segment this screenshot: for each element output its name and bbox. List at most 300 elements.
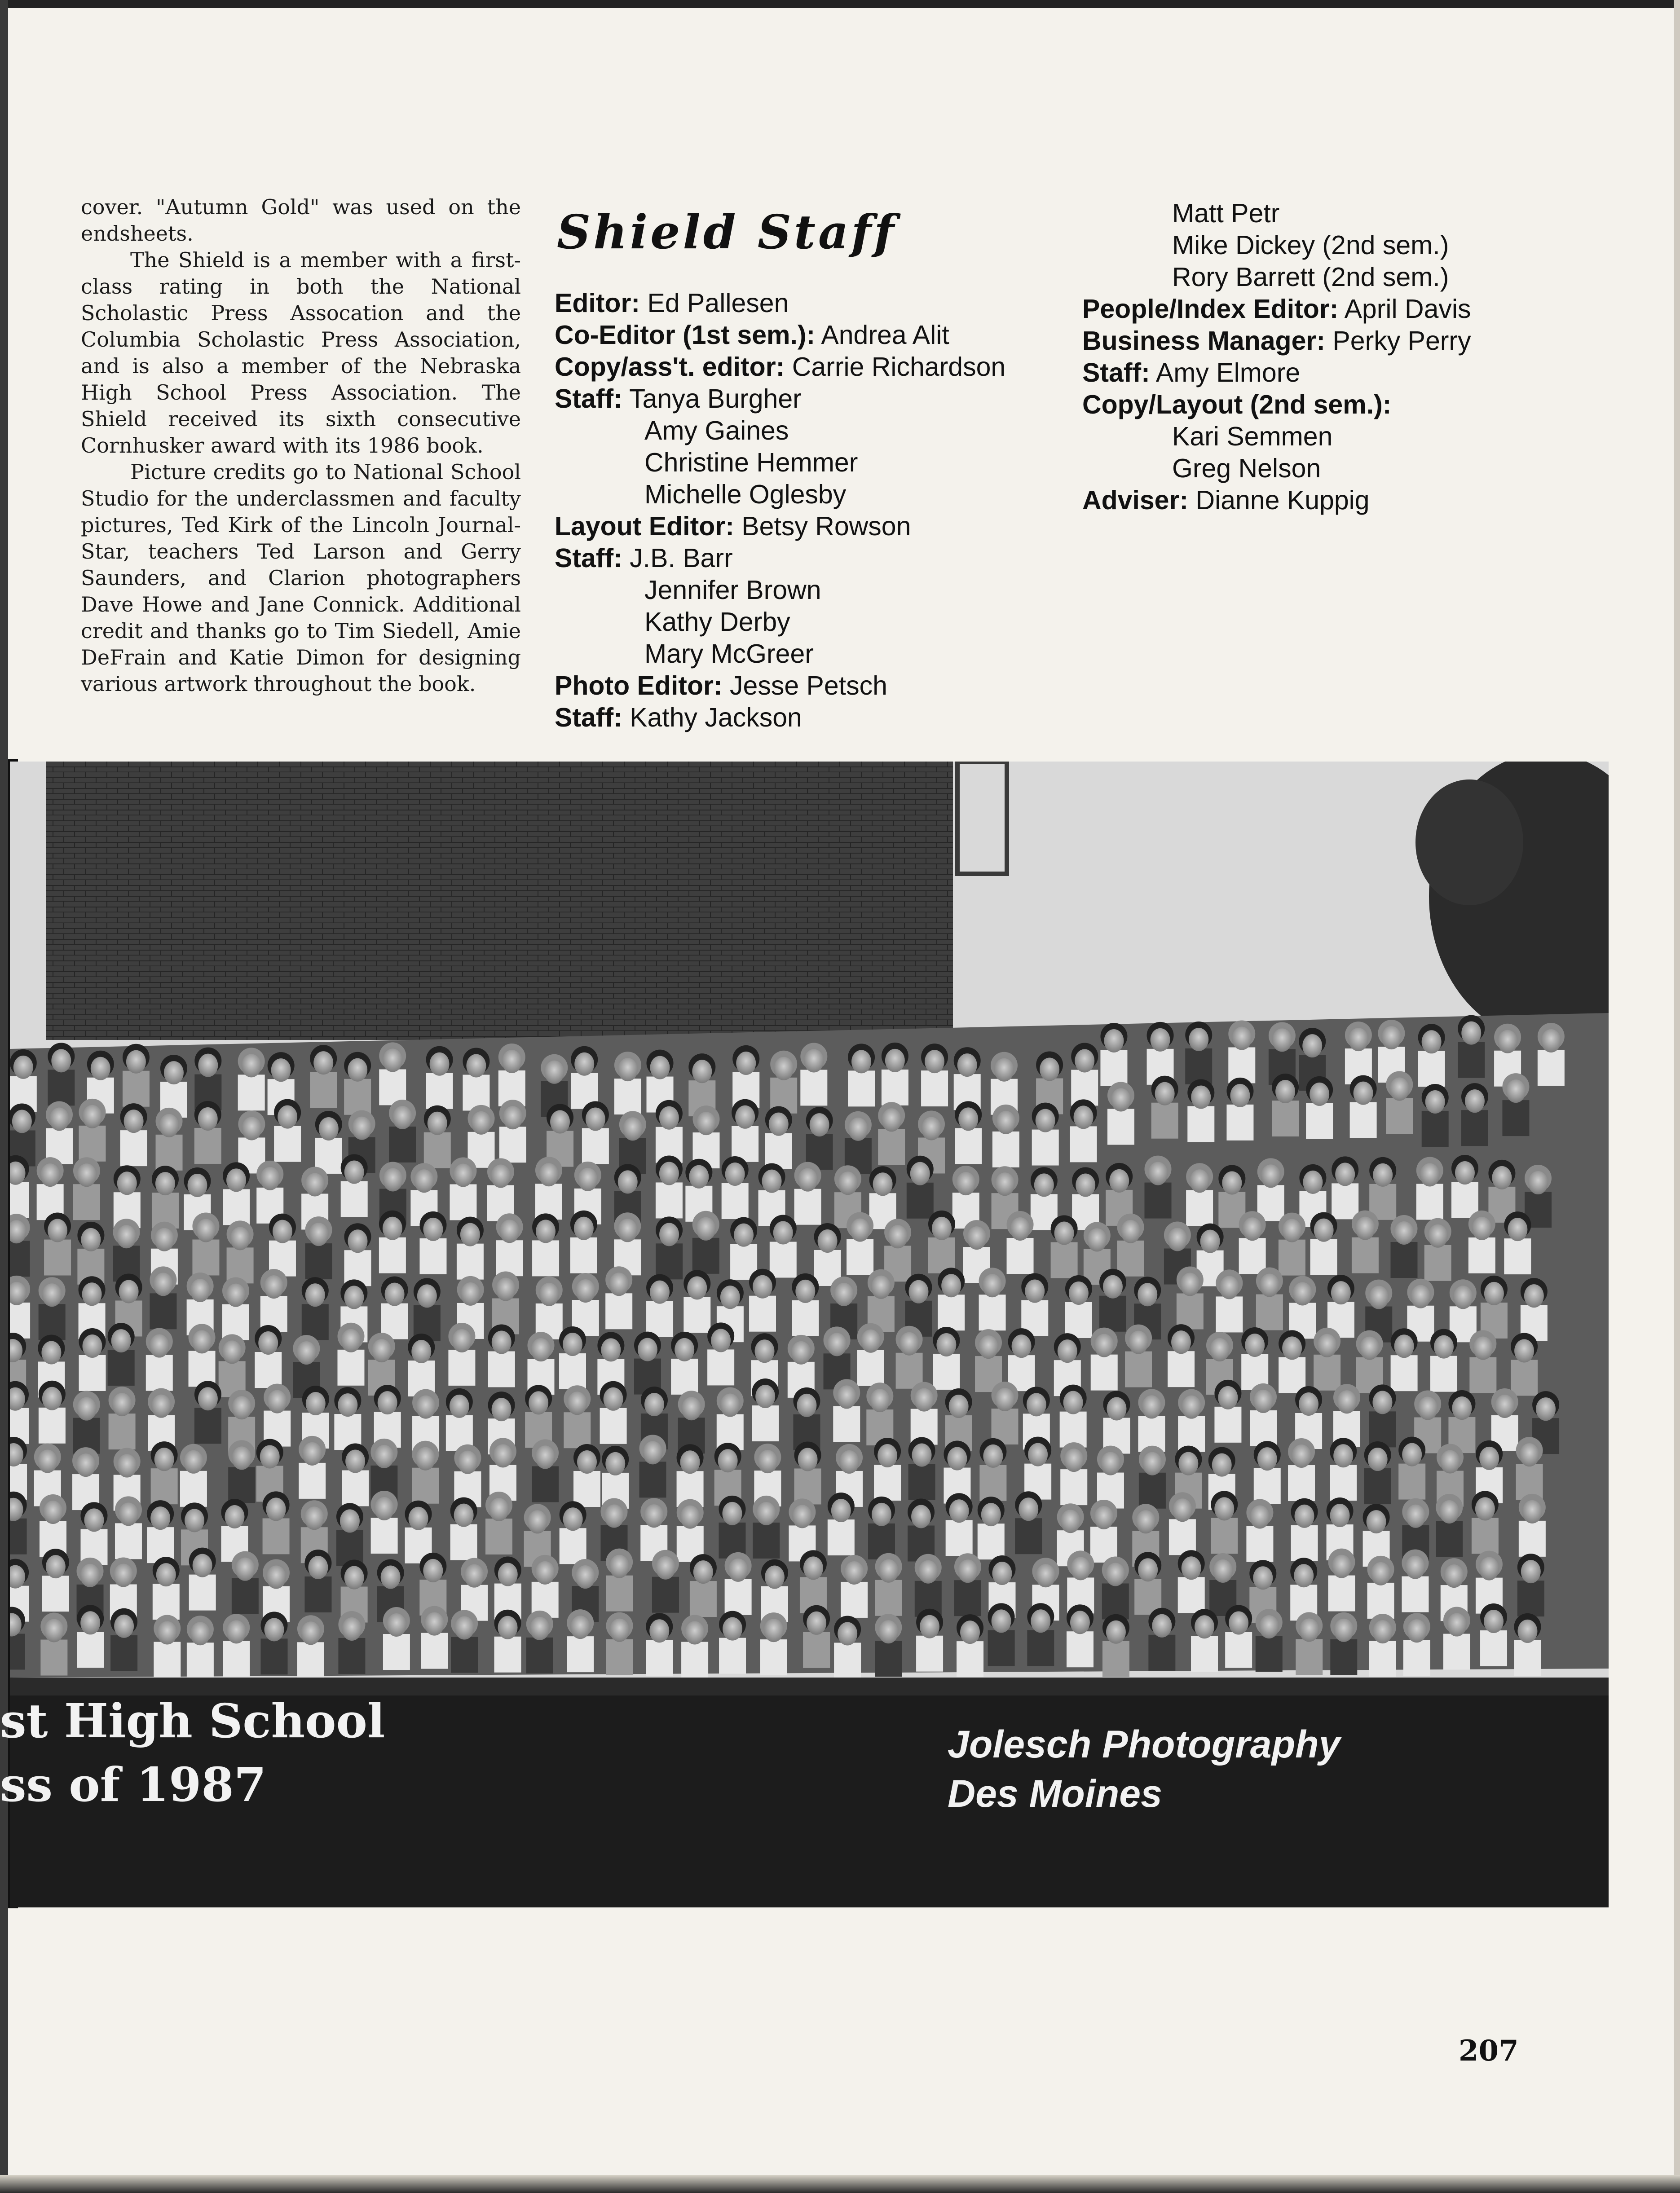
crowd-person-face xyxy=(617,1219,637,1242)
staff-entry xyxy=(1082,453,1644,484)
crowd-person-face xyxy=(1331,1281,1351,1304)
crowd-person-body xyxy=(1027,1630,1054,1666)
staff-name: Carrie Richardson xyxy=(792,352,1006,382)
crowd-person-body xyxy=(341,1181,368,1217)
crowd-person-face xyxy=(1440,1450,1460,1474)
crowd-person-face xyxy=(871,1276,891,1299)
crowd-person-body xyxy=(683,1297,710,1333)
crowd-person-body xyxy=(108,1350,135,1386)
crowd-person-body xyxy=(875,1641,902,1677)
page-edge-top xyxy=(0,0,1680,8)
crowd-person-face xyxy=(1420,1163,1440,1187)
crowd-person-body xyxy=(1458,1042,1485,1078)
crowd-person-face xyxy=(755,1385,775,1408)
crowd-person-face xyxy=(193,1554,212,1577)
crowd-person-face xyxy=(1054,1221,1074,1245)
crowd-person-face xyxy=(1064,1449,1084,1472)
crowd-person-face xyxy=(411,1340,431,1363)
crowd-person-body xyxy=(874,1465,901,1501)
crowd-person-face xyxy=(1522,1500,1542,1524)
crowd-person-face xyxy=(873,1172,893,1196)
crowd-person-body xyxy=(760,1639,787,1675)
crowd-person-face xyxy=(650,1281,670,1304)
crowd-person-face xyxy=(659,1223,679,1246)
crowd-person-face xyxy=(764,1619,784,1642)
crowd-person-body xyxy=(614,1079,641,1114)
crowd-person-face xyxy=(1087,1228,1107,1251)
crowd-person-face xyxy=(1354,1082,1373,1105)
intro-paragraph: cover. "Autumn Gold" was used on the endsheets. xyxy=(81,195,521,246)
crowd-person-face xyxy=(114,1615,134,1638)
crowd-person-face xyxy=(196,1219,216,1242)
crowd-person-body xyxy=(150,1293,176,1329)
crowd-person-face xyxy=(46,1555,66,1578)
crowd-person-body xyxy=(652,1577,679,1613)
crowd-person-face xyxy=(164,1061,184,1084)
crowd-person-body xyxy=(1169,1519,1196,1555)
crowd-person-face xyxy=(810,1113,829,1136)
crowd-person-body xyxy=(371,1518,398,1554)
crowd-person-face xyxy=(187,1174,207,1197)
crowd-person-face xyxy=(720,1394,740,1417)
crowd-person-face xyxy=(242,1117,261,1140)
crowd-person-body xyxy=(274,1126,301,1162)
crowd-person-face xyxy=(563,1333,582,1356)
crowd-person-face xyxy=(1292,1282,1312,1305)
crowd-person-body xyxy=(770,1242,797,1278)
photo-caption-line: st High School xyxy=(0,1693,385,1748)
staff-role: People/Index Editor: xyxy=(1082,294,1339,324)
crowd-person-face xyxy=(1310,1083,1329,1106)
crowd-person-face xyxy=(1010,1217,1030,1241)
crowd-person-face xyxy=(319,1117,339,1141)
crowd-person-face xyxy=(900,1332,919,1356)
crowd-person-face xyxy=(198,1054,218,1077)
crowd-person-face xyxy=(1521,1560,1541,1583)
crowd-person-body xyxy=(450,1524,477,1560)
crowd-person-body xyxy=(1314,1355,1340,1391)
crowd-person-body xyxy=(526,1638,553,1673)
crowd-person-face xyxy=(308,1556,328,1579)
crowd-person-face xyxy=(623,1117,643,1141)
crowd-person-face xyxy=(1094,1334,1114,1357)
crowd-person-face xyxy=(1389,1078,1409,1101)
crowd-person-face xyxy=(155,1172,175,1195)
crowd-person-face xyxy=(1063,1391,1083,1414)
crowd-person-body xyxy=(582,1128,609,1164)
crowd-person-face xyxy=(567,1392,587,1415)
crowd-person-body xyxy=(1102,1641,1129,1677)
crowd-person-body xyxy=(857,1350,884,1386)
crowd-person-face xyxy=(922,1117,941,1140)
crowd-person-face xyxy=(575,1565,595,1589)
crowd-person-face xyxy=(372,1339,392,1362)
crowd-person-face xyxy=(150,1506,170,1530)
crowd-person-body xyxy=(988,1630,1015,1666)
crowd-person-body xyxy=(1060,1469,1087,1505)
staff-name: Michelle Oglesby xyxy=(644,480,847,509)
crowd-person-face xyxy=(184,1450,203,1474)
crowd-person-body xyxy=(1468,1237,1495,1273)
crowd-person-body xyxy=(792,1300,819,1336)
staff-name: April Davis xyxy=(1344,294,1471,324)
crowd-person-face xyxy=(124,1110,144,1133)
crowd-person-body xyxy=(1288,1465,1315,1501)
crowd-person-body xyxy=(1402,1576,1429,1612)
crowd-person-face xyxy=(837,1385,856,1409)
crowd-person-face xyxy=(995,1388,1014,1411)
crowd-person-body xyxy=(1386,1098,1413,1134)
staff-name: Dianne Kuppig xyxy=(1195,485,1370,515)
crowd-person-body xyxy=(10,1519,27,1554)
crowd-person-face xyxy=(910,1162,930,1185)
crowd-person-face xyxy=(818,1229,838,1253)
crowd-person-body xyxy=(1015,1518,1042,1554)
crowd-person-face xyxy=(385,1283,405,1306)
crowd-person-face xyxy=(1439,1500,1459,1524)
crowd-person-face xyxy=(260,1167,280,1190)
crowd-person-body xyxy=(1254,1468,1281,1504)
crowd-person-face xyxy=(1282,1219,1302,1242)
crowd-person-body xyxy=(1139,1473,1166,1509)
crowd-person-body xyxy=(1390,1242,1417,1278)
crowd-person-face xyxy=(844,1561,864,1585)
crowd-person-face xyxy=(150,1334,169,1358)
crowd-person-face xyxy=(1031,1609,1050,1633)
crowd-person-body xyxy=(79,1126,106,1162)
crowd-person-face xyxy=(500,1220,520,1243)
staff-entry xyxy=(555,670,1094,702)
staff-name: Rory Barrett (2nd sem.) xyxy=(1172,262,1449,292)
crowd-person-face xyxy=(1444,1564,1464,1588)
crowd-person-face xyxy=(1250,1506,1270,1529)
crowd-person-face xyxy=(586,1107,605,1131)
crowd-person-body xyxy=(1367,1583,1394,1619)
crowd-person-body xyxy=(151,1468,178,1504)
crowd-person-face xyxy=(1453,1286,1473,1309)
crowd-person-face xyxy=(466,1054,486,1078)
crowd-person-face xyxy=(409,1507,428,1530)
crowd-person-face xyxy=(309,1223,329,1246)
crowd-person-body xyxy=(1418,1051,1445,1087)
crowd-person-face xyxy=(1109,1169,1129,1193)
crowd-person-face xyxy=(1182,1396,1201,1419)
crowd-person-body xyxy=(1296,1639,1323,1675)
crowd-person-body xyxy=(1125,1352,1152,1387)
crowd-person-body xyxy=(123,1071,150,1107)
crowd-person-face xyxy=(879,1559,899,1583)
crowd-person-body xyxy=(1519,1521,1546,1557)
crowd-person-face xyxy=(1299,1392,1318,1416)
crowd-person-face xyxy=(348,1058,367,1082)
crowd-person-face xyxy=(914,1388,934,1412)
crowd-person-face xyxy=(1452,1396,1472,1420)
crowd-person-face xyxy=(345,1449,365,1473)
crowd-person-face xyxy=(1514,1339,1534,1362)
staff-name: Kari Semmen xyxy=(1172,422,1333,451)
staff-entry xyxy=(1082,484,1644,516)
crowd-person-body xyxy=(192,1239,219,1275)
crowd-person-face xyxy=(304,1506,324,1530)
crowd-person-face xyxy=(302,1442,322,1466)
crowd-person-face xyxy=(82,1105,102,1128)
crowd-person-body xyxy=(532,1240,559,1276)
crowd-person-face xyxy=(278,1105,297,1129)
crowd-person-face xyxy=(1210,1338,1230,1361)
crowd-person-face xyxy=(1027,1393,1046,1416)
crowd-person-body xyxy=(488,1351,515,1387)
crowd-person-face xyxy=(539,1163,559,1186)
crowd-person-face xyxy=(111,1329,131,1352)
crowd-person-body xyxy=(954,1580,981,1616)
crowd-person-face xyxy=(190,1279,210,1302)
crowd-person-face xyxy=(981,1503,1001,1526)
crowd-person-face xyxy=(301,1621,321,1645)
crowd-person-face xyxy=(1142,1452,1162,1475)
crowd-person-face xyxy=(682,1397,701,1420)
crowd-person-face xyxy=(267,1390,287,1414)
crowd-person-body xyxy=(156,1135,183,1171)
staff-entry xyxy=(1082,261,1644,293)
crowd-person-body xyxy=(992,1132,1019,1167)
crowd-person-face xyxy=(491,1164,511,1188)
crowd-person-body xyxy=(194,1408,221,1444)
crowd-person-body xyxy=(690,1581,717,1617)
crowd-person-face xyxy=(1069,1281,1089,1305)
crowd-person-face xyxy=(983,1274,1002,1297)
crowd-person-face xyxy=(423,1559,443,1582)
crowd-person-face xyxy=(305,1173,325,1196)
crowd-person-body xyxy=(10,1241,30,1277)
crowd-person-face xyxy=(696,1217,716,1241)
crowd-person-body xyxy=(646,1301,673,1337)
crowd-person-face xyxy=(1407,1619,1427,1643)
crowd-person-face xyxy=(1103,1275,1123,1299)
crowd-person-face xyxy=(1019,1497,1038,1521)
crowd-person-face xyxy=(1381,1026,1401,1049)
crowd-person-face xyxy=(1473,1337,1493,1360)
crowd-person-face xyxy=(797,1394,816,1417)
crowd-person-face xyxy=(798,1168,818,1192)
crowd-person-face xyxy=(773,1221,793,1245)
crowd-person-face xyxy=(831,1499,851,1522)
crowd-person-face xyxy=(711,1329,731,1352)
crowd-person-face xyxy=(112,1393,132,1416)
crowd-person-face xyxy=(888,1225,908,1248)
crowd-person-body xyxy=(1256,1295,1283,1330)
crowd-person-face xyxy=(1259,1615,1279,1638)
staff-entry xyxy=(1082,229,1644,261)
crowd-person-face xyxy=(1058,1339,1077,1363)
crowd-person-body xyxy=(907,1183,934,1219)
crowd-person-body xyxy=(1186,1190,1213,1226)
crowd-person-face xyxy=(1071,1557,1090,1580)
staff-entry xyxy=(1082,421,1644,453)
crowd-person-face xyxy=(1484,1282,1504,1305)
staff-name: Amy Elmore xyxy=(1155,358,1301,388)
crowd-person-face xyxy=(1355,1217,1375,1240)
crowd-person-body xyxy=(110,1635,137,1671)
crowd-person-face xyxy=(424,1612,444,1636)
crowd-person-face xyxy=(563,1507,583,1531)
crowd-person-body xyxy=(304,1576,331,1612)
crowd-person-face xyxy=(1036,1564,1055,1587)
crowd-person-body xyxy=(1225,1632,1252,1668)
crowd-person-face xyxy=(1253,1390,1273,1413)
crowd-person-face xyxy=(1406,1505,1425,1528)
crowd-person-face xyxy=(758,1450,777,1473)
crowd-person-body xyxy=(573,1471,600,1507)
crowd-person-body xyxy=(1443,1634,1470,1670)
crowd-person-face xyxy=(1402,1443,1422,1466)
crowd-person-face xyxy=(878,1620,898,1643)
crowd-person-face xyxy=(42,1283,62,1307)
crowd-person-face xyxy=(1314,1219,1334,1242)
crowd-person-face xyxy=(735,1105,755,1129)
crowd-person-face xyxy=(687,1276,707,1299)
crowd-person-face xyxy=(1222,1171,1242,1194)
staff-role: Photo Editor: xyxy=(555,671,723,700)
crowd-person-body xyxy=(532,1466,559,1502)
crowd-person-face xyxy=(423,1218,443,1241)
crowd-person-face xyxy=(1422,1030,1442,1053)
crowd-person-face xyxy=(877,1444,897,1467)
crowd-person-face xyxy=(1333,1444,1353,1467)
crowd-person-body xyxy=(834,1643,861,1678)
crowd-person-face xyxy=(1104,1029,1124,1052)
crowd-person-body xyxy=(263,1518,290,1554)
crowd-person-face xyxy=(1025,1279,1045,1303)
crowd-person-face xyxy=(920,1615,939,1638)
crowd-person-body xyxy=(1099,1296,1126,1332)
crowd-person-face xyxy=(659,1106,679,1130)
crowd-person-face xyxy=(1036,1109,1055,1132)
crowd-person-face xyxy=(222,1340,242,1364)
crowd-person-face xyxy=(941,1274,961,1297)
crowd-person-body xyxy=(146,1355,173,1391)
crowd-person-face xyxy=(51,1049,71,1072)
crowd-person-face xyxy=(1294,1564,1314,1587)
crowd-person-face xyxy=(995,1172,1015,1196)
crowd-person-face xyxy=(643,1441,663,1464)
crowd-person-face xyxy=(644,1393,664,1416)
crowd-person-body xyxy=(560,1528,586,1564)
crowd-person-face xyxy=(718,1449,738,1472)
crowd-person-face xyxy=(803,1556,823,1580)
crowd-person-face xyxy=(156,1563,176,1586)
staff-entry xyxy=(1082,325,1644,357)
page-edge-right xyxy=(1674,0,1680,2193)
crowd-person-face xyxy=(378,1391,397,1414)
crowd-person-body xyxy=(302,1304,329,1340)
crowd-person-face xyxy=(1106,1563,1125,1586)
crowd-person-face xyxy=(644,1504,664,1528)
crowd-person-face xyxy=(498,1616,518,1639)
crowd-person-body xyxy=(605,1293,632,1329)
crowd-person-face xyxy=(604,1504,624,1528)
crowd-person-body xyxy=(707,1349,734,1385)
crowd-person-body xyxy=(223,1641,250,1677)
crowd-person-face xyxy=(1524,1284,1544,1308)
crowd-person-face xyxy=(908,1280,928,1303)
crowd-person-face xyxy=(850,1218,870,1242)
crowd-person-face xyxy=(1282,1336,1302,1360)
crowd-person-body xyxy=(228,1467,255,1503)
crowd-person-face xyxy=(994,1058,1014,1082)
crowd-person-body xyxy=(39,1304,66,1340)
crowd-person-body xyxy=(1504,1238,1531,1274)
crowd-person-face xyxy=(1219,1276,1239,1299)
crowd-person-face xyxy=(503,1106,523,1129)
crowd-person-body xyxy=(1102,1584,1129,1620)
crowd-person-face xyxy=(720,1286,740,1309)
crowd-person-face xyxy=(1243,1217,1262,1241)
crowd-person-body xyxy=(570,1237,597,1273)
crowd-person-face xyxy=(1275,1080,1295,1103)
crowd-person-body xyxy=(1328,1576,1355,1612)
crowd-person-face xyxy=(471,1111,491,1135)
crowd-person-body xyxy=(448,1350,475,1386)
crowd-person-face xyxy=(885,1049,905,1072)
crowd-person-face xyxy=(1367,1510,1386,1533)
crowd-person-face xyxy=(861,1330,881,1353)
crowd-person-face xyxy=(1447,1613,1467,1637)
crowd-person-body xyxy=(875,1580,902,1616)
crowd-person-face xyxy=(795,1280,815,1303)
crowd-person-body xyxy=(494,1637,521,1673)
crowd-person-face xyxy=(675,1338,694,1361)
crowd-person-body xyxy=(1256,1636,1283,1672)
crowd-person-body xyxy=(40,1640,67,1676)
crowd-person-body xyxy=(1065,1302,1092,1338)
crowd-person-body xyxy=(1430,1356,1457,1392)
crowd-person-face xyxy=(774,1057,794,1080)
crowd-person-face xyxy=(264,1275,284,1299)
crowd-person-face xyxy=(535,1445,555,1469)
crowd-person-body xyxy=(671,1359,698,1395)
crowd-person-face xyxy=(348,1229,367,1253)
crowd-person-body xyxy=(979,1465,1006,1501)
crowd-person-face xyxy=(1479,1447,1499,1470)
staff-entry xyxy=(555,287,1094,319)
crowd-person-body xyxy=(1060,1412,1087,1448)
crowd-person-face xyxy=(1405,1556,1425,1579)
crowd-person-body xyxy=(48,1070,75,1105)
crowd-person-body xyxy=(485,1519,512,1554)
crowd-person-body xyxy=(189,1575,216,1611)
crowd-person-face xyxy=(117,1454,137,1478)
crowd-person-face xyxy=(38,1450,57,1473)
crowd-person-face xyxy=(1180,1273,1200,1296)
crowd-person-face xyxy=(154,1228,174,1251)
crowd-person-body xyxy=(232,1578,259,1614)
intro-paragraph: Picture credits go to National School Studio for the underclassmen and faculty pictures, Ted Kirk of the Lincoln Journal-Star, teachers Ted Larson and Gerry Saunders, and Clarion photographers Dave Howe and Jane Connick. Additional credit and thanks go to Tim Siedell, Amie DeFrain and Katie Dimon for designing various artwork throughout the book. xyxy=(81,460,521,696)
crowd-person-face xyxy=(1428,1224,1448,1248)
crowd-person-body xyxy=(978,1524,1005,1559)
crowd-person-face xyxy=(496,1278,516,1301)
crowd-person-face xyxy=(344,1286,364,1309)
crowd-person-face xyxy=(610,1619,630,1642)
crowd-person-face xyxy=(119,1280,139,1303)
crowd-person-face xyxy=(609,1555,629,1578)
crowd-person-face xyxy=(804,1049,824,1072)
crowd-person-body xyxy=(1279,1240,1305,1276)
crowd-person-face xyxy=(918,1560,938,1584)
crowd-person-face xyxy=(574,1217,594,1240)
crowd-person-face xyxy=(1360,1337,1380,1360)
crowd-person-face xyxy=(44,1619,64,1643)
staff-name: Andrea Alit xyxy=(821,320,949,350)
